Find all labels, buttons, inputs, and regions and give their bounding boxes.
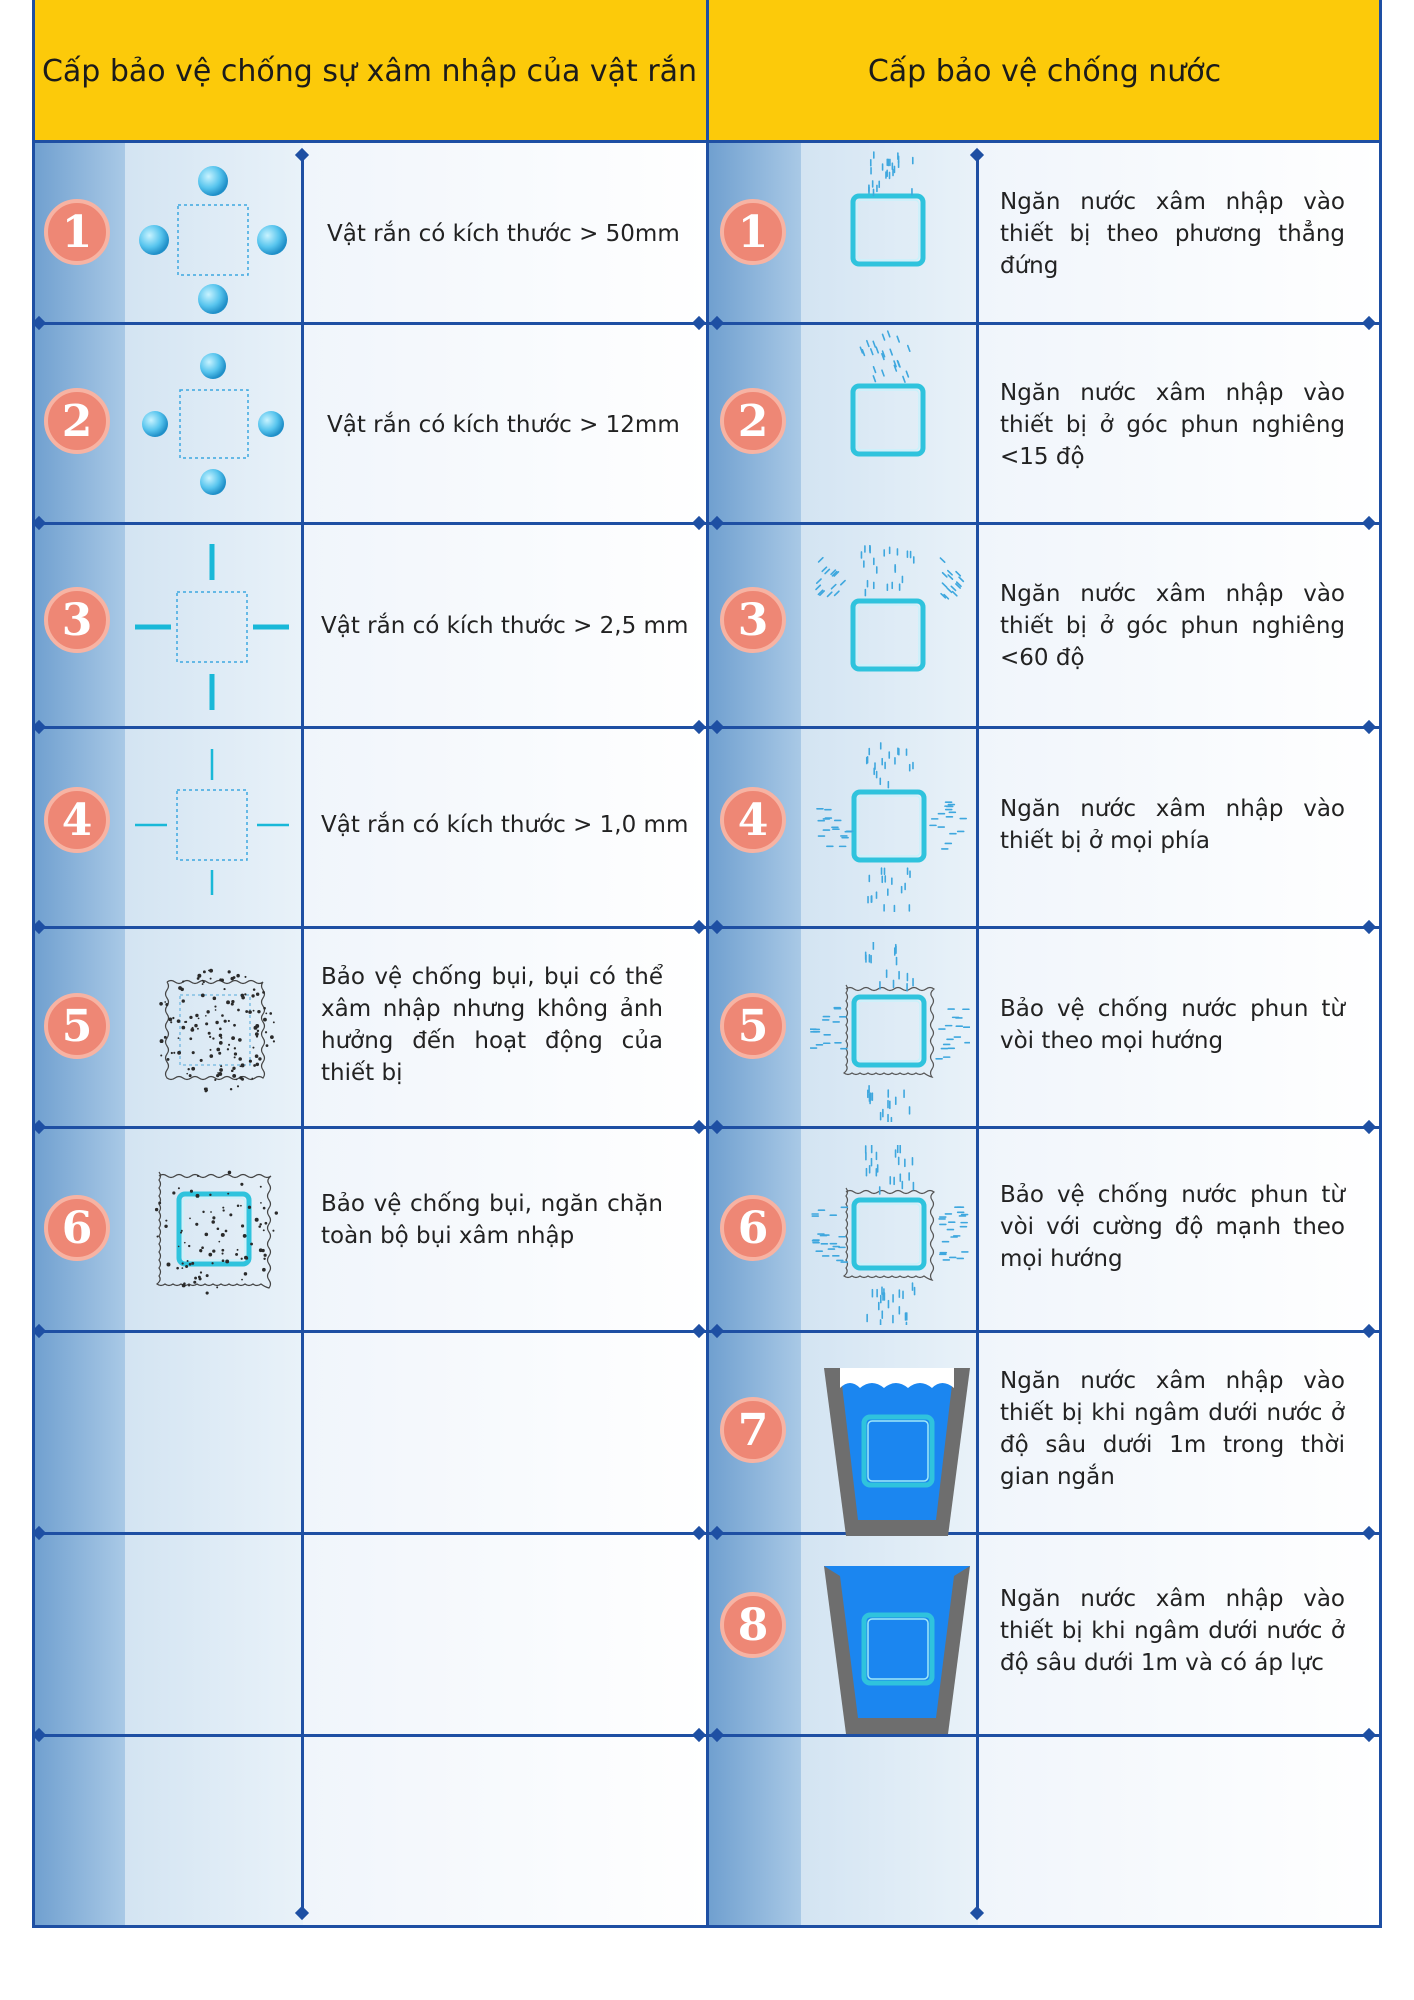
spray-icon — [810, 545, 970, 675]
row-divider — [32, 1126, 1382, 1129]
outer-right-border — [1379, 0, 1382, 1928]
vertical-drip-icon — [810, 150, 970, 280]
thin-wires-icon — [135, 745, 295, 895]
dust-tight-icon — [135, 1150, 295, 1310]
solid-level-2-description: Vật rắn có kích thước > 12mm — [327, 412, 680, 438]
water-level-1-description: Ngăn nước xâm nhập vào thiết bị theo phương thẳng đứng — [1000, 189, 1345, 279]
outer-left-border — [32, 0, 35, 1928]
tilted-drip-icon — [810, 330, 970, 460]
bottom-border — [32, 1925, 1382, 1928]
water-level-7-badge: 7 — [720, 1397, 786, 1463]
center-divider — [706, 0, 709, 1928]
right-icon-text-divider — [976, 155, 979, 1915]
water-level-4-description: Ngăn nước xâm nhập vào thiết bị ở mọi phía — [1000, 796, 1345, 854]
solid-level-5-description: Bảo vệ chống bụi, bụi có thể xâm nhập nhưng không ảnh hưởng đến hoạt động của thiết bị — [321, 964, 663, 1086]
solid-protection-header — [32, 0, 707, 143]
thick-wires-icon — [135, 540, 295, 710]
row-divider — [32, 322, 1382, 325]
solid-level-3-badge: 3 — [44, 587, 110, 653]
solid-level-4-description: Vật rắn có kích thước > 1,0 mm — [321, 812, 689, 838]
water-level-2-description: Ngăn nước xâm nhập vào thiết bị ở góc phun nghiêng <15 độ — [1000, 380, 1345, 470]
solid-level-6-badge: 6 — [44, 1195, 110, 1261]
water-level-4-badge: 4 — [720, 787, 786, 853]
solid-level-2-badge: 2 — [44, 388, 110, 454]
solid-level-1-description: Vật rắn có kích thước > 50mm — [327, 221, 680, 247]
water-level-3-description: Ngăn nước xâm nhập vào thiết bị ở góc phun nghiêng <60 độ — [1000, 581, 1345, 671]
water-level-5-badge: 5 — [720, 993, 786, 1059]
solid-level-1-badge: 1 — [44, 199, 110, 265]
solid-level-5-badge: 5 — [44, 993, 110, 1059]
water-level-3-badge: 3 — [720, 587, 786, 653]
solid-level-6-description: Bảo vệ chống bụi, ngăn chặn toàn bộ bụi xâm nhập — [321, 1191, 663, 1249]
powerful-jet-icon — [810, 1145, 970, 1325]
continuous-immersion-icon — [822, 1560, 972, 1740]
row-divider — [32, 522, 1382, 525]
splash-icon — [810, 742, 970, 912]
header-bottom-border — [32, 140, 1382, 143]
small-spheres-icon — [135, 350, 295, 500]
water-level-6-description: Bảo vệ chống nước phun từ vòi với cường độ mạnh theo mọi hướng — [1000, 1182, 1345, 1272]
large-spheres-icon — [135, 160, 295, 320]
dust-protected-icon — [135, 950, 295, 1110]
solid-level-4-badge: 4 — [44, 787, 110, 853]
ip-rating-table — [32, 0, 1382, 1928]
water-protection-header — [707, 0, 1382, 143]
left-icon-text-divider — [301, 155, 304, 1915]
water-level-5-description: Bảo vệ chống nước phun từ vòi theo mọi hướng — [1000, 996, 1345, 1054]
water-header-title: Cấp bảo vệ chống nước — [867, 54, 1222, 89]
water-level-7-description: Ngăn nước xâm nhập vào thiết bị khi ngâm dưới nước ở độ sâu dưới 1m trong thời gian ngắn — [1000, 1368, 1345, 1490]
solid-header-title: Cấp bảo vệ chống sự xâm nhập của vật rắn — [41, 54, 698, 89]
water-level-1-badge: 1 — [720, 199, 786, 265]
row-divider — [32, 1734, 1382, 1737]
solid-level-3-description: Vật rắn có kích thước > 2,5 mm — [321, 613, 689, 639]
water-level-8-description: Ngăn nước xâm nhập vào thiết bị khi ngâm dưới nước ở độ sâu dưới 1m và có áp lực — [1000, 1586, 1345, 1676]
water-jet-icon — [810, 942, 970, 1122]
water-level-8-badge: 8 — [720, 1592, 786, 1658]
water-level-6-badge: 6 — [720, 1195, 786, 1261]
water-level-2-badge: 2 — [720, 388, 786, 454]
row-divider — [32, 726, 1382, 729]
temporary-immersion-icon — [822, 1362, 972, 1542]
